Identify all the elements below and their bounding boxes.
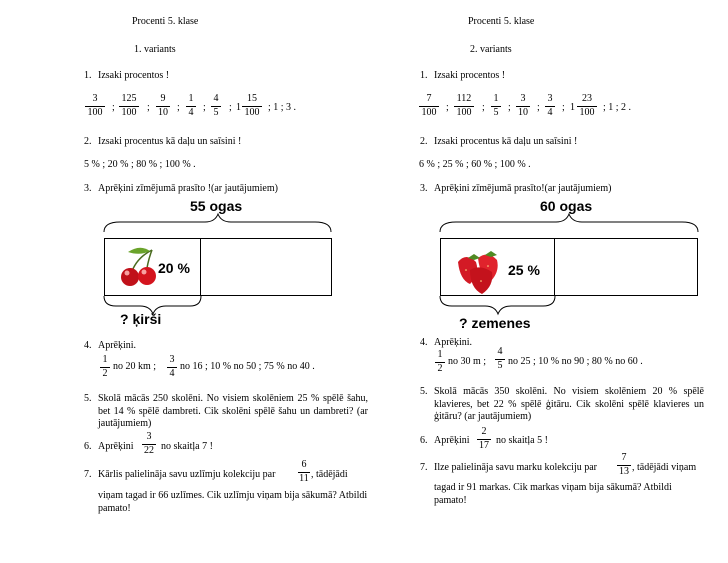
q1-text: Izsaki procentos ! — [98, 70, 170, 81]
separator: ; — [112, 102, 115, 113]
q1-tail: ; 1 ; 3 . — [268, 102, 297, 113]
q4-fraction-2: $\frac{4}{5}$ — [495, 347, 505, 371]
q7-text-before: Ilze palielināja savu marku kolekciju par — [434, 462, 597, 473]
q4-text: Aprēķini. — [434, 337, 473, 348]
q1-mixed-fraction: $\frac{23}{100}$ — [577, 94, 597, 118]
q7-text-rest: tagad ir 91 markas. Cik markas viņam bija sākumā? Atbildi pamato! — [434, 482, 672, 506]
q1-fraction-2: $\frac{125}{100}$ — [119, 94, 139, 118]
q4-number: 4. — [84, 340, 92, 351]
q1-fraction-1: $\frac{3}{100}$ — [85, 94, 105, 118]
separator: ; — [508, 102, 511, 113]
q4-fraction-2: $\frac{3}{4}$ — [167, 355, 177, 379]
variant-label: 1. variants — [134, 44, 176, 55]
q5-number: 5. — [420, 386, 428, 397]
q4-fraction-1: $\frac{1}{2}$ — [100, 355, 110, 379]
q4-text: Aprēķini. — [98, 340, 137, 351]
percent-label: 20 % — [158, 260, 190, 276]
q4-part-1: no 20 km ; — [113, 361, 157, 372]
separator: ; — [537, 102, 540, 113]
q3-text: Aprēķini zīmējumā prasīto !(ar jautājumiem) — [98, 183, 278, 194]
q5-text: Skolā mācās 250 skolēni. No visiem skolēniem 25 % spēlē šahu, bet 14 % spēlē dambreti. Cik skolēni spēlē šahu un dambreti? (ar jautājumiem) — [98, 393, 368, 429]
q7-fraction: $\frac{6}{11}$ — [299, 459, 309, 484]
q2-values: 6 % ; 25 % ; 60 % ; 100 % . — [419, 159, 531, 170]
q2-text: Izsaki procentus kā daļu un saīsini ! — [98, 136, 242, 147]
q1-fraction-1: $\frac{7}{100}$ — [419, 94, 439, 118]
q2-values: 5 % ; 20 % ; 80 % ; 100 % . — [84, 159, 196, 170]
q1-number: 1. — [84, 70, 92, 81]
q7-number: 7. — [420, 462, 428, 473]
q2-text: Izsaki procentus kā daļu un saīsini ! — [434, 136, 578, 147]
q4-part-1: no 30 m ; — [448, 356, 487, 367]
q7-fraction: $\frac{7}{13}$ — [619, 452, 629, 477]
q5-number: 5. — [84, 393, 92, 404]
mixed-whole: 1 — [570, 102, 575, 113]
q6-text-after: no skaitļa 7 ! — [161, 441, 213, 452]
separator: ; — [177, 102, 180, 113]
q7-text-after: , tādējādi viņam — [632, 462, 697, 473]
q6-text-after: no skaitļa 5 ! — [496, 435, 548, 446]
q3-text: Aprēķini zīmējumā prasīto!(ar jautājumiem) — [434, 183, 612, 194]
q7-number: 7. — [84, 469, 92, 480]
separator: ; — [562, 102, 565, 113]
separator: ; — [446, 102, 449, 113]
separator: ; — [147, 102, 150, 113]
percent-label: 25 % — [508, 262, 540, 278]
q1-fraction-5: $\frac{4}{5}$ — [211, 94, 221, 118]
q4-part-2: no 25 ; 10 % no 90 ; 80 % no 60 . — [508, 356, 643, 367]
separator: ; — [229, 102, 232, 113]
bottom-brace — [0, 0, 1, 1]
q6-number: 6. — [420, 435, 428, 446]
q1-fraction-3: $\frac{1}{5}$ — [491, 94, 501, 118]
header-title: Procenti 5. klase — [132, 16, 199, 27]
q1-tail: ; 1 ; 2 . — [603, 102, 632, 113]
q4-number: 4. — [420, 337, 428, 348]
q7-text-rest: viņam tagad ir 66 uzlīmes. Cik uzlīmju viņam bija sākumā? Atbildi pamato! — [98, 490, 368, 514]
separator: ; — [203, 102, 206, 113]
q4-fraction-1: $\frac{1}{2}$ — [435, 350, 445, 374]
q7-text-after: , tādējādi — [311, 469, 348, 480]
q1-number: 1. — [420, 70, 428, 81]
q6-fraction: $\frac{3}{22}$ — [144, 431, 154, 456]
q3-number: 3. — [420, 183, 428, 194]
q5-text: Skolā mācās 350 skolēni. No visiem skolēniem 20 % spēlē klavieres, bet 22 % spēlē ģitāru. Cik skolēni spēlē klavieres un ģitāru? (ar jautājumiem) — [434, 386, 704, 422]
q6-fraction: $\frac{2}{17}$ — [479, 426, 489, 451]
q1-fraction-4: $\frac{1}{4}$ — [186, 94, 196, 118]
q1-mixed-fraction: $\frac{15}{100}$ — [242, 94, 262, 118]
q1-fraction-3: $\frac{9}{10}$ — [158, 93, 168, 118]
q1-fraction-2: $\frac{112}{100}$ — [454, 94, 474, 118]
mixed-whole: 1 — [236, 102, 241, 113]
q7-text-before: Kārlis palielināja savu uzlīmju kolekciju par — [98, 469, 276, 480]
total-label: 60 ogas — [540, 198, 593, 214]
separator: ; — [482, 102, 485, 113]
q2-number: 2. — [420, 136, 428, 147]
q1-fraction-5: $\frac{3}{4}$ — [545, 94, 555, 118]
q6-text-before: Aprēķini — [98, 441, 134, 452]
question-label: ? zemenes — [459, 315, 531, 331]
total-label: 55 ogas — [190, 198, 243, 214]
q4-part-2: no 16 ; 10 % no 50 ; 75 % no 40 . — [180, 361, 315, 372]
q6-number: 6. — [84, 441, 92, 452]
variant-label: 2. variants — [470, 44, 512, 55]
header-title: Procenti 5. klase — [468, 16, 535, 27]
q2-number: 2. — [84, 136, 92, 147]
q1-text: Izsaki procentos ! — [434, 70, 506, 81]
q1-fraction-4: $\frac{3}{10}$ — [518, 93, 528, 118]
question-label: ? ķirši — [120, 311, 162, 327]
q6-text-before: Aprēķini — [434, 435, 470, 446]
q3-number: 3. — [84, 183, 92, 194]
